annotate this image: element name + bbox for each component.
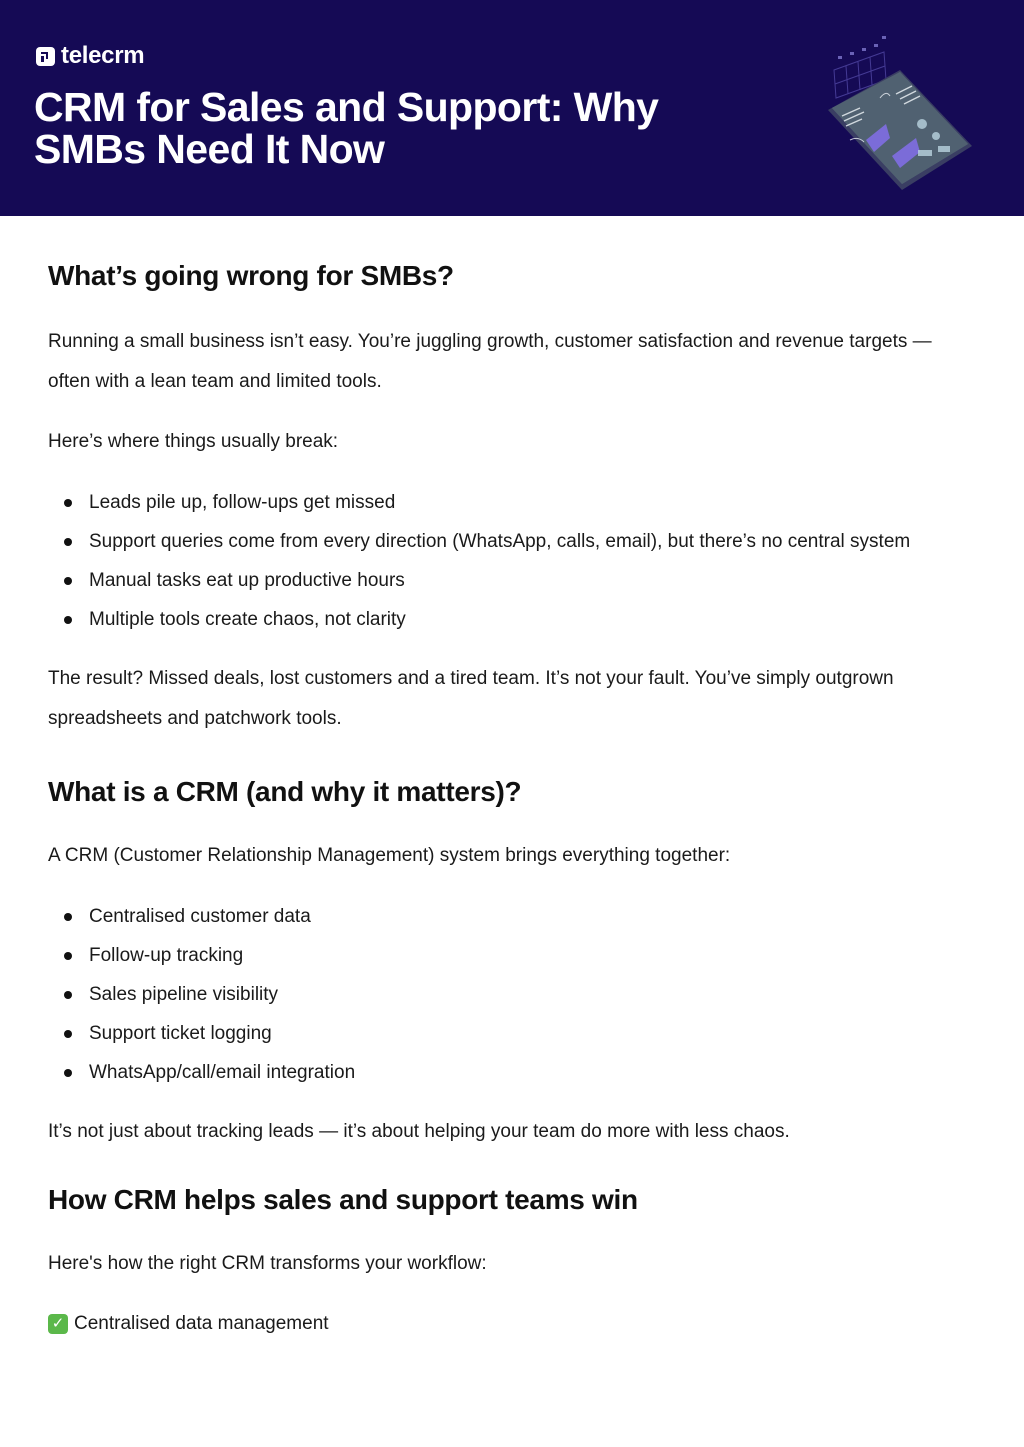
problems-list bbox=[48, 483, 976, 639]
benefit-item bbox=[48, 1304, 976, 1344]
hero-header bbox=[0, 0, 1024, 216]
list-item: Follow-up tracking bbox=[48, 936, 976, 975]
telecrm-logo[interactable] bbox=[36, 42, 144, 70]
logo-text: telecrm bbox=[61, 42, 145, 69]
list-item: Support queries come from every direction (WhatsApp, calls, email), but there’s no central system bbox=[48, 522, 976, 561]
dashboard-illustration-icon bbox=[820, 28, 980, 198]
section1-lead: Here’s where things usually break: bbox=[48, 431, 339, 452]
section-heading-what-is-crm: What is a CRM (and why it matters)? bbox=[48, 776, 522, 807]
check-mark-icon: ✓ bbox=[48, 1314, 68, 1334]
section2-outro: It’s not just about tracking leads — it’s about helping your team do more with less chaos. bbox=[48, 1121, 790, 1142]
list-item: WhatsApp/call/email integration bbox=[48, 1053, 976, 1092]
section1-intro: Running a small business isn’t easy. You’re juggling growth, customer satisfaction and revenue targets — often with a lean team and limited tools. bbox=[48, 331, 932, 392]
section-heading-how-crm-helps: How CRM helps sales and support teams win bbox=[48, 1184, 638, 1215]
list-item: Support ticket logging bbox=[48, 1014, 976, 1053]
list-item: Centralised customer data bbox=[48, 897, 976, 936]
section3-intro: Here's how the right CRM transforms your workflow: bbox=[48, 1253, 487, 1274]
logo-mark-icon bbox=[36, 47, 55, 66]
benefit-label: Centralised data management bbox=[74, 1313, 329, 1334]
section1-result: The result? Missed deals, lost customers and a tired team. It’s not your fault. You’ve simply outgrown spreadsheets and patchwork tools. bbox=[48, 668, 894, 729]
section2-intro: A CRM (Customer Relationship Management) system brings everything together: bbox=[48, 845, 731, 866]
page-title: CRM for Sales and Support: Why SMBs Need It Now bbox=[34, 84, 659, 172]
section-heading-smb-problems: What’s going wrong for SMBs? bbox=[48, 260, 454, 291]
list-item: Sales pipeline visibility bbox=[48, 975, 976, 1014]
list-item: Multiple tools create chaos, not clarity bbox=[48, 600, 976, 639]
list-item: Leads pile up, follow-ups get missed bbox=[48, 483, 976, 522]
crm-features-list bbox=[48, 897, 976, 1092]
article-body bbox=[0, 260, 1024, 1344]
list-item: Manual tasks eat up productive hours bbox=[48, 561, 976, 600]
